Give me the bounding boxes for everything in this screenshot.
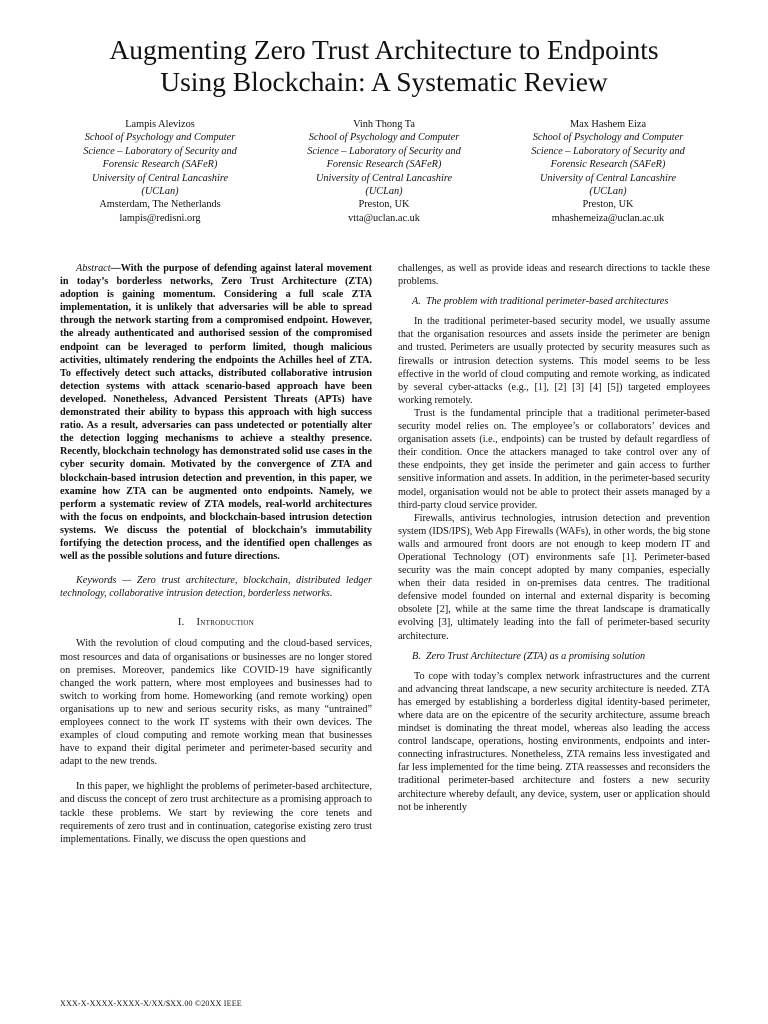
title-line-1: Augmenting Zero Trust Architecture to Endpoints: [109, 34, 659, 65]
paragraph: With the revolution of cloud computing and the cloud-based services, most resources and data of organisations or businesses are no longer stored on premises. Moreover, pandemics like COVID-19 have significantly changed the work pattern, where most employees and businesses had to switch to working from home. Homeworking (and remote working) open organisations up to new and serious security risks, as many “untrained” employees connect to the work IT systems with their own devices. The examples of cloud computing and remote working mean that businesses have to expand their digital perimeter and perimeter-based security and adapt to the new trends.: [60, 638, 372, 768]
left-column: [60, 262, 372, 846]
copyright-footer: XXX-X-XXXX-XXXX-X/XX/$XX.00 ©20XX IEEE: [60, 999, 242, 1008]
author-location: Amsterdam, The Netherlands: [99, 199, 221, 211]
section-heading: [60, 616, 372, 629]
author-affiliation-line: (UCLan): [365, 186, 403, 198]
author-affiliation-line: Science – Laboratory of Security and: [83, 145, 237, 157]
paper-title: [40, 34, 728, 98]
abstract-label: Abstract: [76, 263, 111, 274]
author-email: lampis@redisni.org: [119, 212, 201, 224]
keywords: Keywords — Zero trust architecture, blockchain, distributed ledger technology, collaborative intrusion detection, borderless networks.: [60, 575, 372, 600]
subsection-letter: A.: [412, 296, 421, 308]
subsection-heading: [412, 650, 710, 663]
author-affiliation-line: School of Psychology and Computer: [532, 132, 684, 144]
abstract-text: —With the purpose of defending against lateral movement in today’s borderless networks, Zero Trust Architecture (ZTA) adoption is gaining momentum. Considering a full scale ZTA implementation, it is unlikely that adversaries will be able to spread through the network starting from a compromised endpoint. However, the already authenticated and authorised session of the compromised endpoint can be leveraged to perform limited, though malicious activities, ultimately rendering the endpoints the Achilles heel of ZTA. To effectively detect such attacks, distributed collaborative intrusion detection systems with attack scenario-based approach have been developed. Nonetheless, Advanced Persistent Threats (APTs) have demonstrated their ability to bypass this approach with high success ratio. As a result, adversaries can pass undetected or potentially alter the detection logging mechanisms to achieve a stealthy presence. Recently, blockchain technology has demonstrated solid use cases in the cyber security domain. Motivated by the convergence of ZTA and blockchain-based intrusion detection and prevention, in this paper, we examine how ZTA can be augmented onto endpoints. Namely, we perform a systematic review of ZTA models, real-world architectures with the focus on endpoints, and blockchain-based intrusion detection systems. We discuss the potential of blockchain’s immutability fortifying the detection process, and the identified open challenges as well as the possible solutions and future directions.: [60, 263, 372, 563]
author-affiliation-line: (UCLan): [589, 186, 627, 198]
subsection-letter: B.: [412, 650, 421, 662]
author-3: [508, 118, 708, 225]
author-email: vtta@uclan.ac.uk: [348, 212, 420, 224]
subsection-title: Zero Trust Architecture (ZTA) as a promising solution: [426, 650, 646, 662]
paragraph: Trust is the fundamental principle that a traditional perimeter-based security model relies on. The employee’s or collaborators’ devices and organisation assets (i.e., endpoints) can be trusted by default regardless of their condition. Once the attackers managed to take control over any of these endpoints, they get inside the perimeter and gain access to further sensitive information and assets. In addition, in the perimeter-based security model, organisation would not be able to protect their assets managed by a third-party cloud service provider.: [398, 407, 710, 511]
author-affiliation-line: Science – Laboratory of Security and: [307, 145, 461, 157]
author-affiliation-line: School of Psychology and Computer: [308, 132, 460, 144]
section-number: I.: [177, 617, 185, 629]
author-2: [284, 118, 484, 225]
author-location: Preston, UK: [582, 199, 634, 211]
paragraph: In this paper, we highlight the problems of perimeter-based architecture, and discuss the concept of zero trust architecture as a promising approach to tackle these problems. We start by reviewing the core tenets and requirements of zero trust and in continuation, categorise existing zero trust implementations. Finally, we discuss the open questions and: [60, 781, 372, 845]
section-title: Introduction: [196, 617, 255, 629]
paragraph: Firewalls, antivirus technologies, intrusion detection and prevention system (IDS/IPS), Web App Firewalls (WAFs), in other words, the big stone walls and armoured front doors are not enough to keep modern IT and Operational Technology (OT) environments safe [1]. Perimeter-based security was the main concept adopted by many companies, especially when their data resided in on-premises data centres. The traditional defensive model founded on internal and external disparity is becoming obsolete [2], while at the same time the threat landscape is dramatically evolving [3], ultimately leading into the fall of perimeter-based security architecture.: [398, 512, 710, 642]
author-1: [60, 118, 260, 225]
author-affiliation-line: Forensic Research (SAFeR): [550, 159, 666, 171]
paragraph-continuation: challenges, as well as provide ideas and research directions to tackle these problems.: [398, 263, 710, 288]
author-affiliation-line: School of Psychology and Computer: [84, 132, 236, 144]
author-name: Lampis Alevizos: [125, 119, 195, 130]
author-location: Preston, UK: [358, 199, 410, 211]
abstract: [60, 262, 372, 563]
author-affiliation-line: Forensic Research (SAFeR): [102, 159, 218, 171]
author-affiliation-line: (UCLan): [141, 186, 179, 198]
paragraph: To cope with today’s complex network infrastructures and the current and advancing threat landscape, a new security architecture is needed. ZTA has emerged by establishing a borderless digital identity-based perimeter, where data are on the epicentre of the security architecture, assume breach mindset is dominating the threat model, whereas also leading the access control landscape, operations, hosting environments, endpoints and inter-connecting infrastructures. Nonetheless, ZTA remains less investigated and far less implemented for the time being. ZTA reassesses and reconsiders the traditional perimeter-based architecture and fosters a new security architecture whereby default, any device, system, user or application should not be inherently: [398, 670, 710, 813]
paragraph: In the traditional perimeter-based security model, we usually assume that the organisation resources and assets inside the perimeter are benign and trusted. Perimeters are usually protected by security measures such as firewalls or intrusion detection systems. This model seems to be less effective in the world of cloud computing and remote working, as indicated by several cyber-attacks (e.g., [1], [2] [3] [4] [5]) targeted employees working remotely.: [398, 316, 710, 406]
author-affiliation-line: University of Central Lancashire: [91, 172, 229, 184]
title-line-2: Using Blockchain: A Systematic Review: [160, 66, 608, 97]
subsection-title: The problem with traditional perimeter-based architectures: [426, 296, 669, 308]
subsection-heading: [412, 295, 710, 308]
author-affiliation-line: University of Central Lancashire: [539, 172, 677, 184]
author-email: mhashemeiza@uclan.ac.uk: [551, 212, 665, 224]
author-affiliation-line: University of Central Lancashire: [315, 172, 453, 184]
author-affiliation-line: Science – Laboratory of Security and: [531, 145, 685, 157]
right-column: [398, 262, 710, 814]
author-name: Max Hashem Eiza: [569, 119, 647, 130]
author-affiliation-line: Forensic Research (SAFeR): [326, 159, 442, 171]
author-block: [40, 118, 728, 228]
author-name: Vinh Thong Ta: [353, 119, 415, 130]
